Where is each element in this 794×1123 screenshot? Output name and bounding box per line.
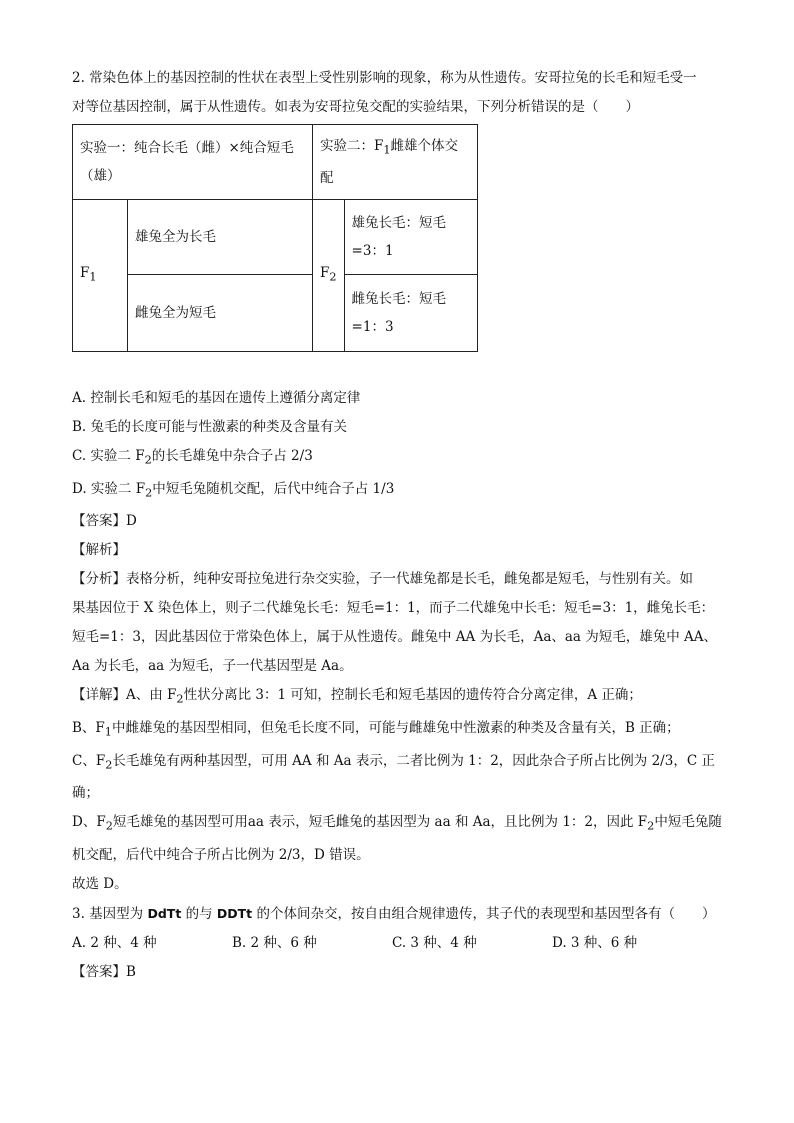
f1-female-cell: 雌兔全为短毛 <box>128 275 313 352</box>
f2-label-cell: $F_2$ <box>313 200 345 352</box>
q2-xiangjie-d2: 机交配，后代中纯合子所占比例为 2/3，D 错误。 <box>72 847 370 864</box>
q2-option-a: A. 控制长毛和短毛的基因在遗传上遵循分离定律 <box>72 390 361 406</box>
q3-stem: 3. 基因型为 DdTt 的与 DDTt 的个体间杂交，按自由组合规律遗传，其子代的表现型和基因型各有（ ） <box>72 906 716 923</box>
answer-value: B <box>126 964 136 981</box>
experiment-table <box>72 124 478 352</box>
q2-option-d: D. 实验二 $F_2$中短毛兔随机交配，后代中纯合子占 1/3 <box>72 480 395 500</box>
q3-choices <box>72 929 732 958</box>
q2-analysis-tag: 【解析】 <box>72 542 126 559</box>
q2-xiangjie-b: B、$F_1$中雌雄兔的基因型相同，但兔毛长度不同，可能与雌雄兔中性激素的种类及含量有关，B 正确； <box>72 720 680 739</box>
q2-fenxi-line1: 【分析】表格分析，纯种安哥拉兔进行杂交实验，子一代雄兔都是长毛，雌兔都是短毛，与性别有关。如 <box>72 571 693 588</box>
q2-stem-line2: 对等位基因控制，属于从性遗传。如表为安哥拉兔交配的实验结果，下列分析错误的是（ ） <box>72 99 639 115</box>
exp1-header-line2: （雄） <box>80 168 121 184</box>
q2-xiangjie-d1: D、$F_2$短毛雄兔的基因型可用aa 表示，短毛雌兔的基因型为 aa 和 Aa，且比例为 1：2，因此 $F_2$中短毛兔随 <box>72 814 722 834</box>
f2-female-ratio-label: 雌兔长毛：短毛 <box>351 291 447 307</box>
q3-answer <box>72 958 732 987</box>
q2-xiangjie-a: 【详解】A、由 $F_2$性状分离比 3：1 可知，控制长毛和短毛基因的遗传符合分离定律，A 正确； <box>72 687 642 707</box>
exp2-header-line2: 配 <box>320 170 334 187</box>
f2-male-ratio-value: =3：1 <box>351 243 394 259</box>
exp1-header-cell <box>73 125 313 200</box>
q2-option-c: C. 实验二 $F_2$的长毛雄兔中杂合子占 2/3 <box>72 448 313 467</box>
q2-xiangjie-c2: 确； <box>72 785 99 802</box>
f2-male-ratio-label: 雄兔长毛：短毛 <box>351 215 447 231</box>
q2-fenxi-line3: 短毛=1：3，因此基因位于常染色体上，属于从性遗传。雌兔中 AA 为长毛，Aa、aa 为短毛，雄兔中 AA、 <box>72 629 718 646</box>
answer-tag: 【答案】 <box>72 513 126 530</box>
q3-choice-c: C. 3 种、4 种 <box>392 935 477 952</box>
q3-choice-d: D. 3 种、6 种 <box>552 935 638 952</box>
f2-female-cell <box>344 275 477 352</box>
q3-choice-a: A. 2 种、4 种 <box>72 935 157 952</box>
f1-label-cell: $F_1$ <box>73 200 128 352</box>
exp2-header-cell <box>313 125 478 200</box>
document-page <box>72 64 732 987</box>
answer-tag: 【答案】 <box>72 964 126 981</box>
q3-choice-b: B. 2 种、6 种 <box>232 935 317 952</box>
q2-fenxi-line2: 果基因位于 X 染色体上，则子二代雄兔长毛：短毛=1：1，而子二代雄兔中长毛：短毛=3：1，雌兔长毛： <box>72 600 715 617</box>
answer-value: D <box>126 513 137 530</box>
q2-answer <box>72 507 732 536</box>
q2-fenxi-line4: Aa 为长毛，aa 为短毛，子一代基因型是 Aa。 <box>72 658 353 675</box>
exp1-header-line1: 实验一：纯合长毛（雌）×纯合短毛 <box>80 140 294 156</box>
exp2-header-line1: 实验二：$F_1$雌雄个体交 <box>320 137 459 157</box>
f1-male-cell: 雄兔全为长毛 <box>128 200 313 275</box>
f2-male-cell <box>344 200 477 275</box>
q2-stem-line1: 2. 常染色体上的基因控制的性状在表型上受性别影响的现象，称为从性遗传。安哥拉兔的长毛和短毛受一 <box>72 70 697 86</box>
f2-female-ratio-value: =1：3 <box>351 319 394 335</box>
q2-option-b: B. 兔毛的长度可能与性激素的种类及含量有关 <box>72 419 348 435</box>
q2-xiangjie-c1: C、$F_2$长毛雄兔有两种基因型，可用 AA 和 Aa 表示，二者比例为 1：2，因此杂合子所占比例为 2/3，C 正 <box>72 752 715 772</box>
q2-conclusion: 故选 D。 <box>72 876 128 893</box>
